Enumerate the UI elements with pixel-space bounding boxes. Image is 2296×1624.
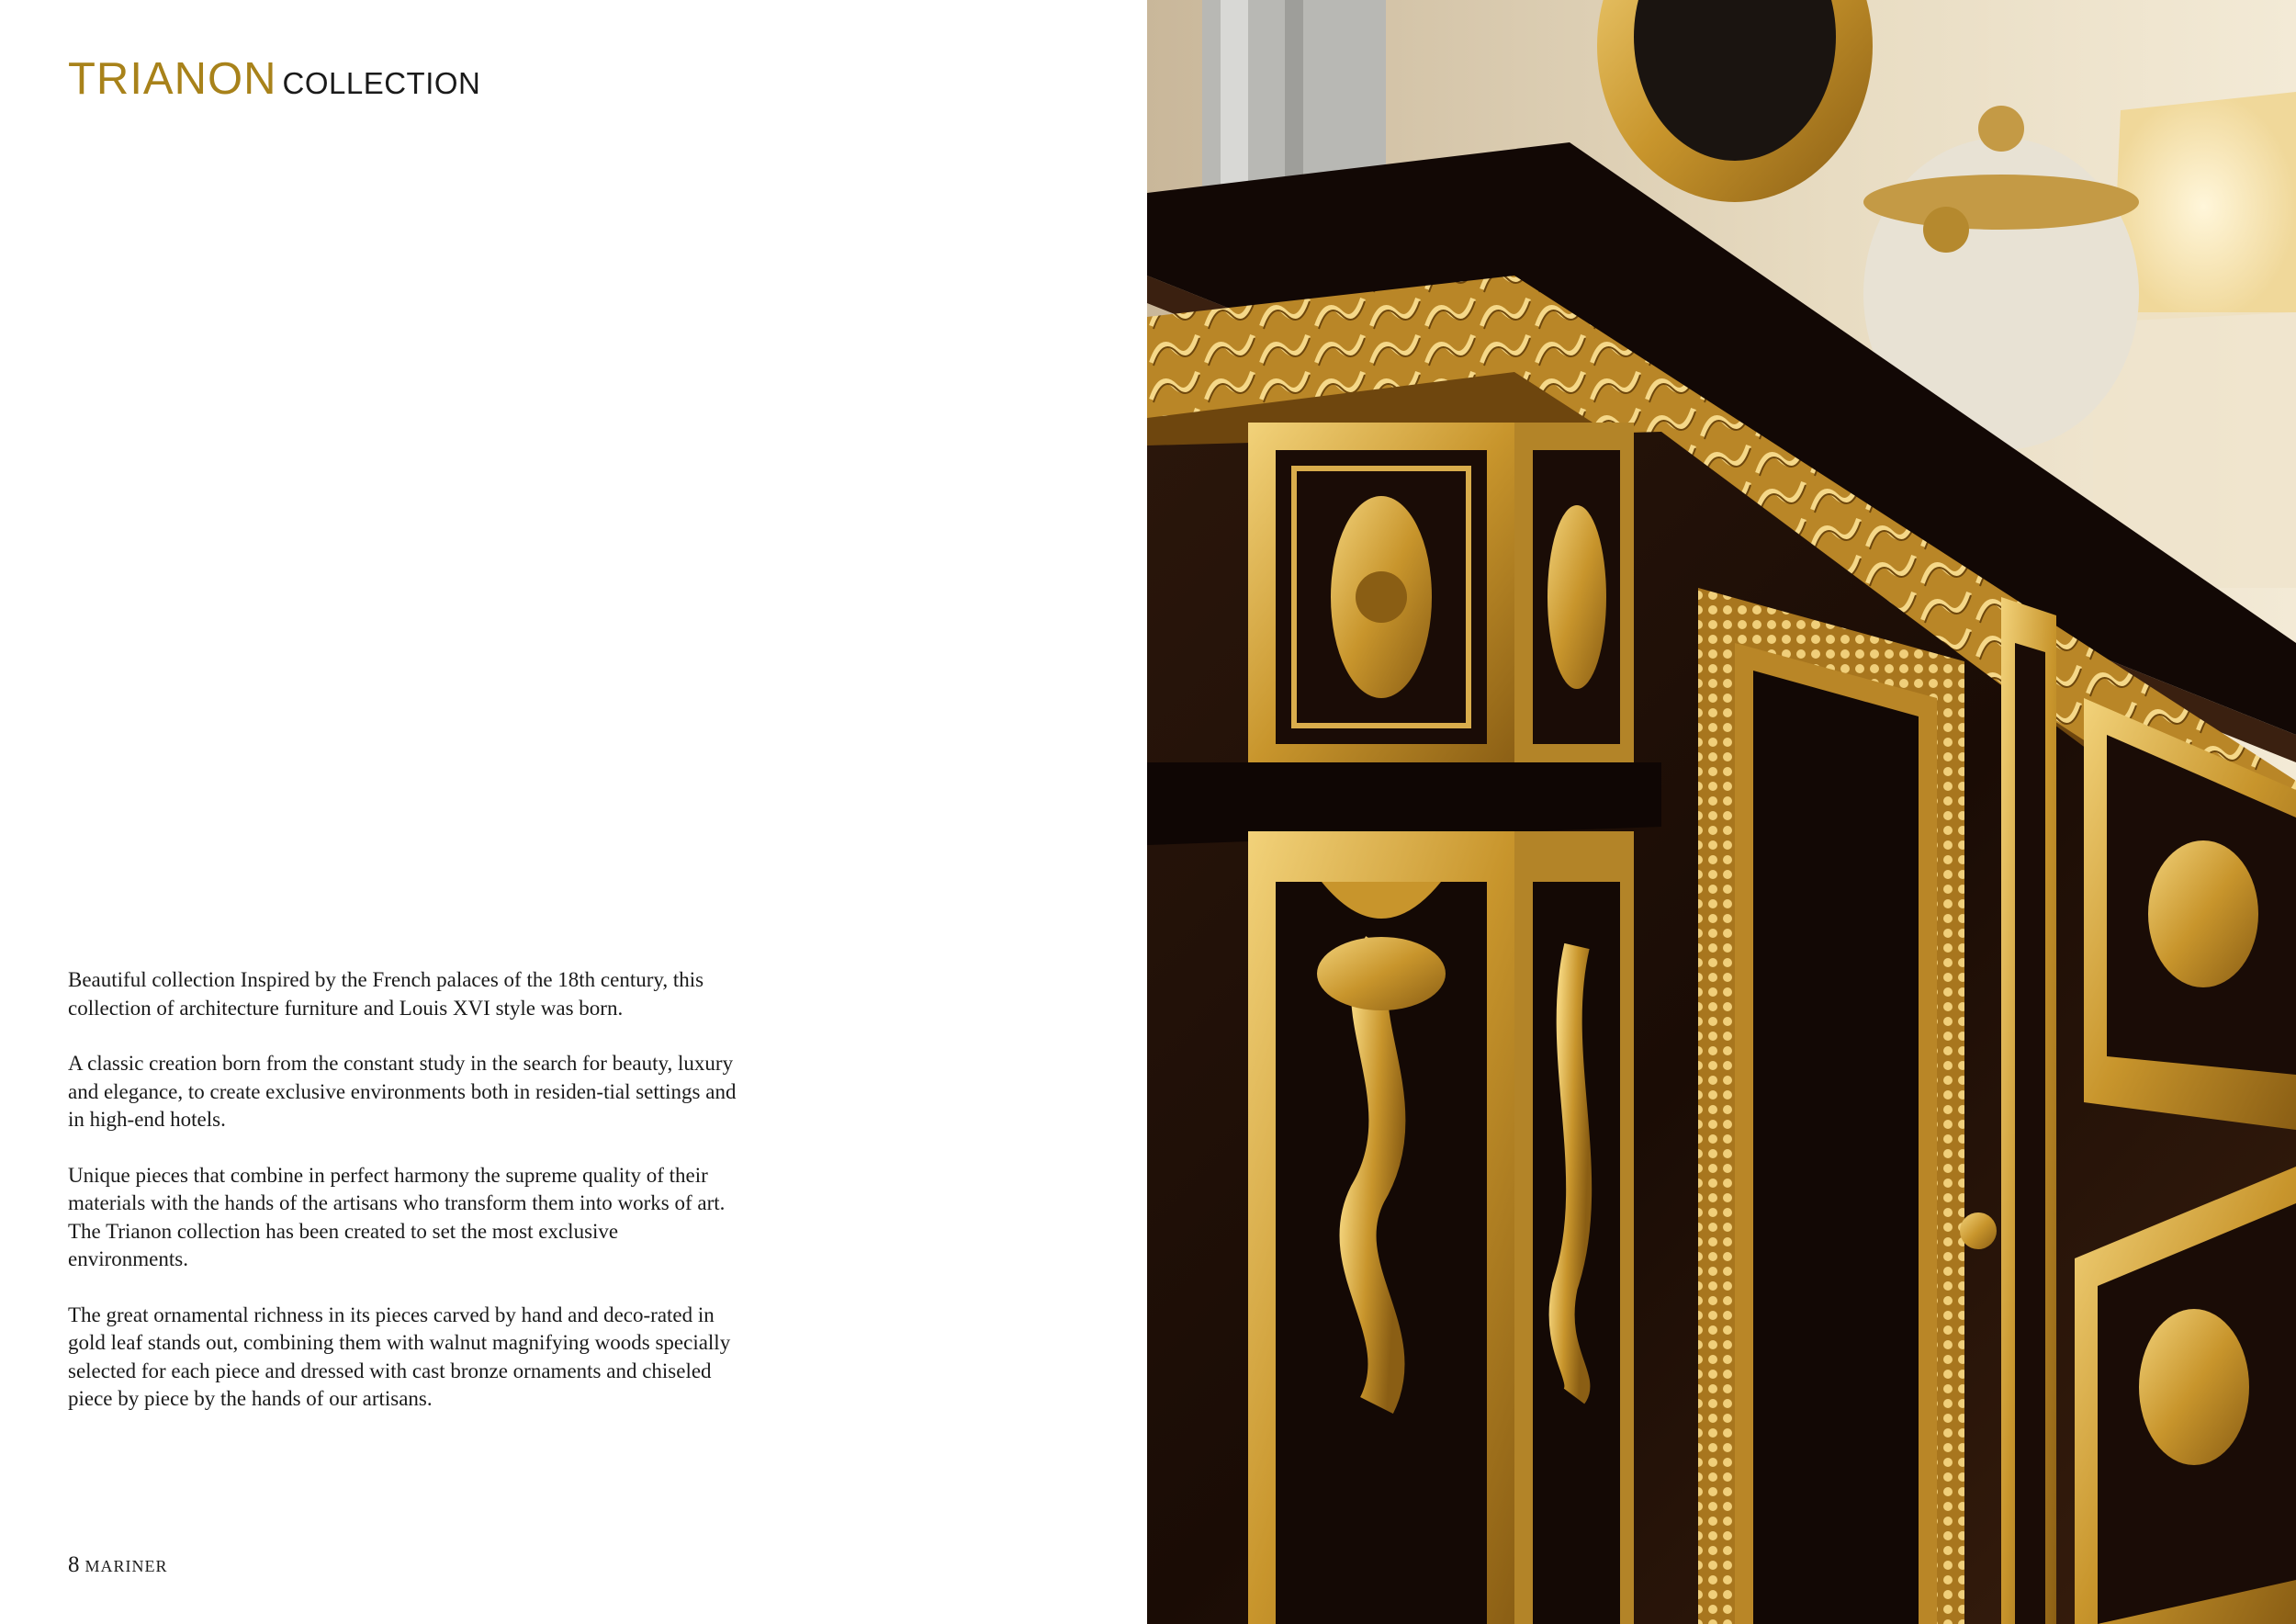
page-title [68, 54, 481, 104]
collection-name: TRIANON [68, 54, 277, 104]
furniture-photo [1147, 0, 2296, 1624]
sideboard-illustration [1147, 0, 2296, 1624]
paragraph-2: A classic creation born from the constant study in the search for beauty, luxury and elegance, to create exclusive environments both in residen-tial settings and in high-end hotels. [68, 1052, 737, 1131]
paragraph-1: Beautiful collection Inspired by the French palaces of the 18th century, this collection of architecture furniture and Louis XVI style was born. [68, 968, 704, 1020]
page-footer [68, 1552, 168, 1578]
text-page [0, 0, 1147, 1624]
collection-label: COLLECTION [282, 66, 481, 100]
description [68, 966, 743, 1441]
paragraph-4: The great ornamental richness in its pieces carved by hand and deco-rated in gold leaf stands out, combining them with walnut magnifying woods specially selected for each piece and dressed with cast bronze ornaments and chiseled piece by piece by the hands of our artisans. [68, 1303, 731, 1410]
brand-name: MARINER [84, 1557, 168, 1575]
page-number: 8 [68, 1552, 80, 1577]
paragraph-3: Unique pieces that combine in perfect harmony the supreme quality of their materials with the hands of the artisans who transform them into works of art. The Trianon collection has been created to set the most exclusive environments. [68, 1163, 726, 1270]
